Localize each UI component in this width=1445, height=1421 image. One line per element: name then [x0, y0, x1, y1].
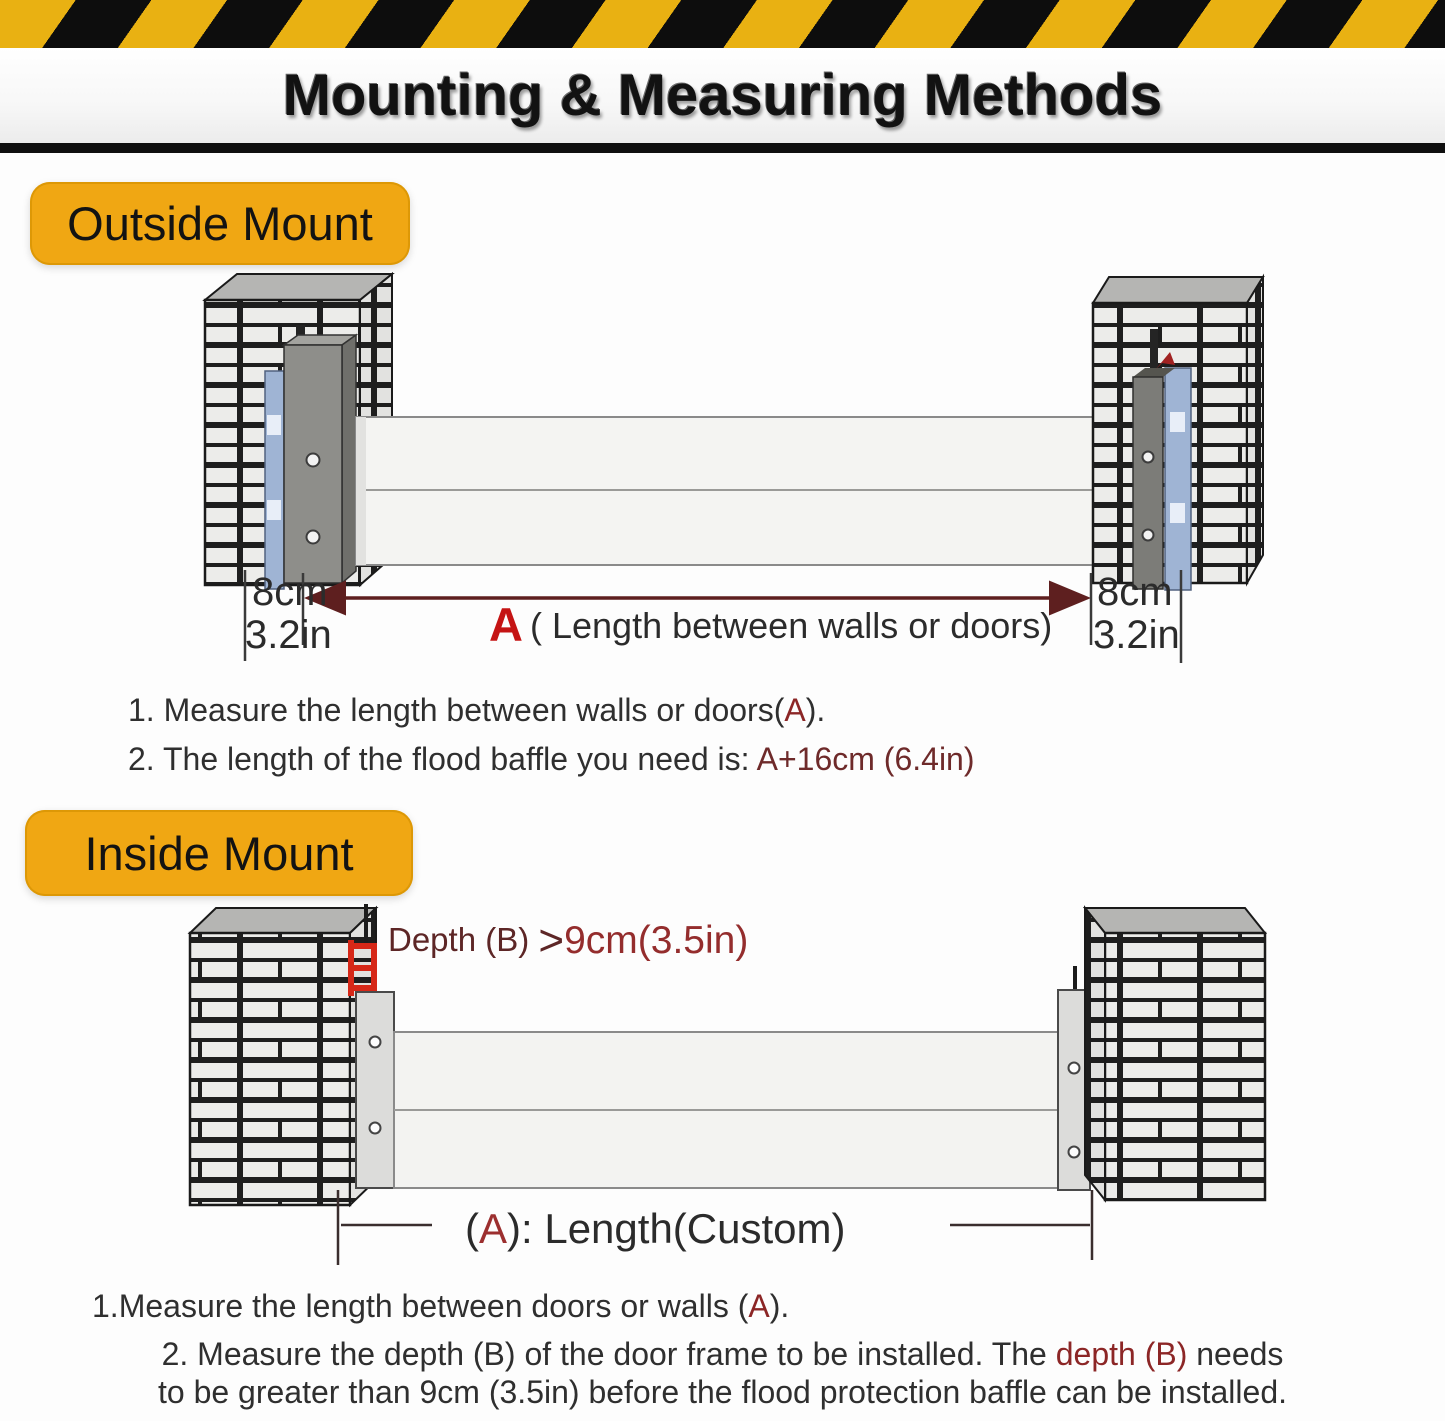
gap-label-left-cm: 8cm: [252, 570, 328, 614]
screw-hole: [1143, 452, 1154, 463]
formula-highlight: A+16cm (6.4in): [756, 741, 975, 777]
greater-than-sign: >: [538, 916, 565, 965]
mounting-bracket-left: [284, 335, 356, 583]
screw-hole: [370, 1037, 381, 1048]
inside-mount-badge-label: Inside Mount: [84, 826, 354, 880]
outside-step-1: 1. Measure the length between walls or doors(A).: [128, 692, 826, 728]
inside-mount-badge: [25, 810, 413, 896]
seal-strip-right: [1165, 368, 1191, 590]
outside-mount-badge: [30, 182, 410, 265]
screw-hole: [370, 1123, 381, 1134]
flood-barrier-panels-2: [394, 1032, 1060, 1188]
hazard-stripe-banner: [0, 0, 1445, 48]
depth-bracket: [348, 940, 377, 996]
screw-hole: [1143, 530, 1154, 541]
channel-left: [356, 992, 394, 1188]
screw-hole: [307, 454, 320, 467]
screw-hole: [1069, 1147, 1080, 1158]
inside-step-2: 2. Measure the depth (B) of the door frame to be installed. The depth (B) needs: [161, 1336, 1284, 1372]
span-label-text: ( Length between walls or doors): [530, 605, 1053, 646]
seal-strip-left: [265, 371, 284, 589]
outside-mount-badge-label: Outside Mount: [67, 197, 373, 250]
black-divider: [0, 143, 1445, 153]
length-label: (A): Length(Custom): [465, 1205, 846, 1252]
span-label-a: A: [489, 598, 523, 651]
outside-step-2: 2. The length of the flood baffle you need is: A+16cm (6.4in): [128, 741, 975, 777]
screw-hole: [307, 531, 320, 544]
page-title: Mounting & Measuring Methods: [282, 63, 1163, 128]
inside-step-3: to be greater than 9cm (3.5in) before the flood protection baffle can be installed.: [157, 1374, 1287, 1410]
inside-step-1: 1.Measure the length between doors or walls (A).: [92, 1288, 790, 1324]
gap-label-right-in: 3.2in: [1093, 613, 1180, 657]
gap-label-left-in: 3.2in: [245, 613, 332, 657]
gap-label-right-cm: 8cm: [1097, 570, 1173, 614]
length-label-a: A: [479, 1205, 508, 1252]
depth-b-highlight: depth (B): [1055, 1336, 1188, 1372]
screw-hole: [1069, 1063, 1080, 1074]
step-a-highlight: A: [748, 1288, 770, 1324]
title-banner: [0, 48, 1445, 143]
depth-label: Depth (B) >9cm(3.5in): [388, 916, 749, 965]
brick-pillar-right-2: [1085, 908, 1265, 1200]
step-a-highlight: A: [784, 692, 806, 728]
flood-barrier-panels: [356, 417, 1128, 565]
